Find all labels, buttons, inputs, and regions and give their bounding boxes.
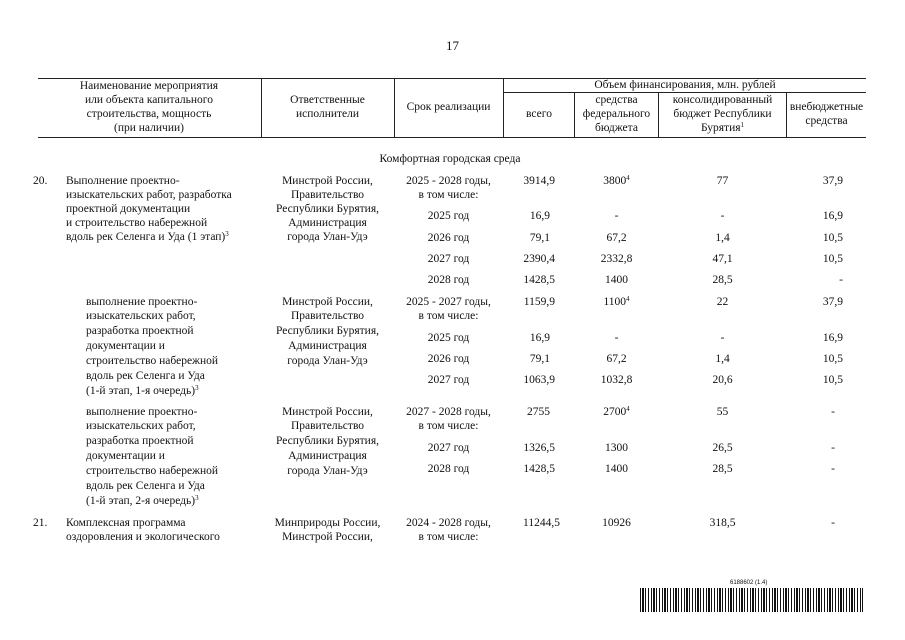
- funding-group-rule: [503, 92, 866, 93]
- header-funding: Объем финансирования, млн. рублей: [594, 79, 776, 91]
- barcode: [640, 588, 863, 612]
- header-total: всего: [526, 108, 552, 120]
- barcode-number: 6188602 (1.4): [730, 580, 768, 586]
- header-term: Срок реализации: [406, 101, 491, 113]
- header-bottom-rule: [38, 137, 866, 138]
- row-number: 21.: [33, 517, 48, 529]
- section-title: Комфортная городская среда: [379, 153, 521, 165]
- page-number: 17: [446, 38, 459, 53]
- row-number: 20.: [33, 175, 48, 187]
